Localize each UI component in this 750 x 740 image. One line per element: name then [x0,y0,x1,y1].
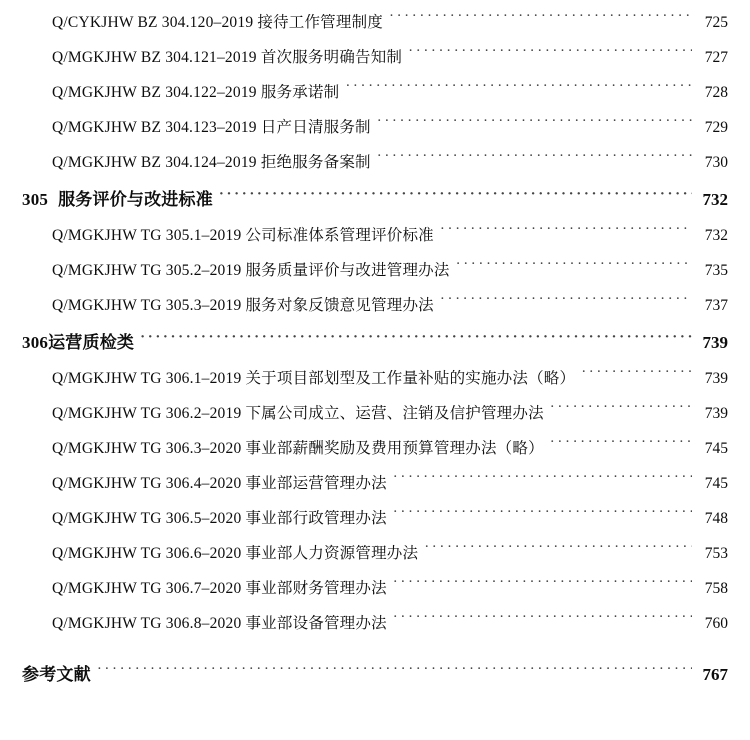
toc-entry[interactable] [22,258,728,293]
toc-entry[interactable] [22,506,728,541]
toc-entry-standard-code: Q/MGKJHW TG 306.7–2020 [52,580,242,597]
toc-entry-title-text: 事业部财务管理办法 [245,580,387,597]
toc-leader-dots [140,333,692,348]
toc-entry[interactable] [22,80,728,115]
toc-entry[interactable] [22,45,728,80]
toc-entry-page: 725 [704,14,728,31]
toc-entry-title [52,401,544,423]
toc-entry[interactable] [22,436,728,471]
toc-leader-dots [550,438,692,453]
toc-entry-standard-code: Q/MGKJHW BZ 304.121–2019 [52,49,257,66]
toc-entry-standard-code: Q/MGKJHW TG 306.8–2020 [52,615,242,632]
toc-entry-title [52,471,387,493]
toc-entry-page: 728 [704,84,728,101]
toc-section-heading[interactable] [22,328,728,366]
toc-entry-title-text: 事业部行政管理办法 [245,510,387,527]
toc-entry[interactable] [22,471,728,506]
toc-entry-page: 745 [704,440,728,457]
toc-entry-standard-code: Q/MGKJHW BZ 304.124–2019 [52,154,257,171]
toc-entry-standard-code: Q/CYKJHW BZ 304.120–2019 [52,14,254,31]
toc-entry[interactable] [22,541,728,576]
toc-entry-page: 760 [704,615,728,632]
toc-entry-title [52,45,402,67]
toc-entry[interactable] [22,611,728,646]
toc-leader-dots [393,508,692,523]
toc-entry-page: 745 [704,475,728,492]
toc-leader-dots [389,12,692,27]
toc-entry[interactable] [22,293,728,328]
toc-entry[interactable] [22,223,728,258]
toc-entry-title [52,366,575,388]
toc-entry[interactable] [22,576,728,611]
toc-entry-page: 730 [704,154,728,171]
toc-leader-dots [408,47,692,62]
toc-section-heading[interactable] [22,185,728,223]
toc-entry-page: 753 [704,545,728,562]
toc-leader-dots [393,613,692,628]
toc-entry-title [22,328,134,353]
toc-leader-dots [377,152,692,167]
toc-entry-title-text: 事业部薪酬奖励及费用预算管理办法（略） [245,440,544,457]
toc-entry[interactable] [22,366,728,401]
toc-entry-standard-code: Q/MGKJHW TG 306.2–2019 [52,405,242,422]
toc-entry-title-text: 日产日清服务制 [260,119,371,136]
toc-entry-title [52,576,387,598]
toc-entry-title [52,115,371,137]
toc-leader-dots [550,403,692,418]
toc-entry-standard-code: Q/MGKJHW TG 305.1–2019 [52,227,242,244]
toc-entry-list [22,10,728,646]
toc-entry-page: 758 [704,580,728,597]
toc-entry-title-text: 服务对象反馈意见管理办法 [245,297,434,314]
toc-entry-page: 748 [704,510,728,527]
toc-entry-standard-code: Q/MGKJHW TG 306.4–2020 [52,475,242,492]
toc-entry[interactable] [22,401,728,436]
toc-entry-title-text: 首次服务明确告知制 [260,49,403,66]
toc-entry-title: 参考文献 [22,665,91,684]
toc-entry-standard-code: Q/MGKJHW TG 306.5–2020 [52,510,242,527]
toc-entry[interactable] [22,150,728,185]
toc-entry-title-text: 公司标准体系管理评价标准 [245,227,434,244]
toc-section-title-text: 服务评价与改进标准 [58,190,213,209]
toc-entry-standard-code: Q/MGKJHW BZ 304.122–2019 [52,84,257,101]
toc-leader-dots [97,665,692,680]
toc-entry-title-text: 事业部人力资源管理办法 [245,545,419,562]
toc-entry-standard-code: Q/MGKJHW TG 306.6–2020 [52,545,242,562]
toc-leader-dots [440,225,692,240]
toc-entry-title [52,80,339,102]
toc-entry-title [52,436,544,458]
toc-entry-page: 767 [702,665,728,684]
toc-leader-dots [377,117,692,132]
toc-leader-dots [393,578,692,593]
toc-leader-dots [345,82,692,97]
toc-leader-dots [581,368,692,383]
toc-entry-standard-code: Q/MGKJHW TG 305.3–2019 [52,297,242,314]
toc-entry-page: 732 [702,190,728,209]
toc-entry-page: 727 [704,49,728,66]
toc-entry-standard-code: Q/MGKJHW TG 306.3–2020 [52,440,242,457]
toc-leader-dots [440,295,692,310]
toc-entry-page: 739 [704,370,728,387]
toc-leader-dots [219,190,692,205]
toc-leader-dots [456,260,692,275]
toc-entry-references[interactable] [22,660,728,698]
toc-entry-title [52,10,383,32]
toc-entry-title [52,293,434,315]
toc-entry-title [52,506,387,528]
toc-entry-page: 737 [704,297,728,314]
toc-entry-title-text: 接待工作管理制度 [257,14,383,31]
toc-entry-standard-code: Q/MGKJHW BZ 304.123–2019 [52,119,257,136]
toc-entry-title-text: 事业部设备管理办法 [245,615,387,632]
toc-entry-page: 735 [704,262,728,279]
toc-section-number: 306 [22,333,49,352]
toc-section-number: 305 [22,190,49,209]
toc-section-title-text: 运营质检类 [48,333,135,352]
toc-entry-title [52,611,387,633]
toc-entry-standard-code: Q/MGKJHW TG 305.2–2019 [52,262,242,279]
toc-entry-title-text: 事业部运营管理办法 [245,475,387,492]
toc-entry-title [22,185,213,210]
toc-entry-title [52,223,434,245]
toc-entry-page: 729 [704,119,728,136]
toc-entry-title-text: 关于项目部划型及工作量补贴的实施办法（略） [245,370,576,387]
toc-entry[interactable] [22,10,728,45]
toc-entry-page: 739 [704,405,728,422]
toc-leader-dots [424,543,692,558]
toc-entry-title-text: 拒绝服务备案制 [260,154,371,171]
toc-entry-title-text: 服务承诺制 [260,84,340,101]
toc-entry-standard-code: Q/MGKJHW TG 306.1–2019 [52,370,242,387]
toc-leader-dots [393,473,692,488]
toc-entry-title [52,258,450,280]
toc-entry-title [52,541,418,563]
toc-entry-title-text: 下属公司成立、运营、注销及信护管理办法 [245,405,544,422]
toc-entry[interactable] [22,115,728,150]
toc-entry-page: 739 [702,333,728,352]
toc-entry-title-text: 服务质量评价与改进管理办法 [245,262,450,279]
toc-entry-title [52,150,371,172]
toc-entry-page: 732 [704,227,728,244]
